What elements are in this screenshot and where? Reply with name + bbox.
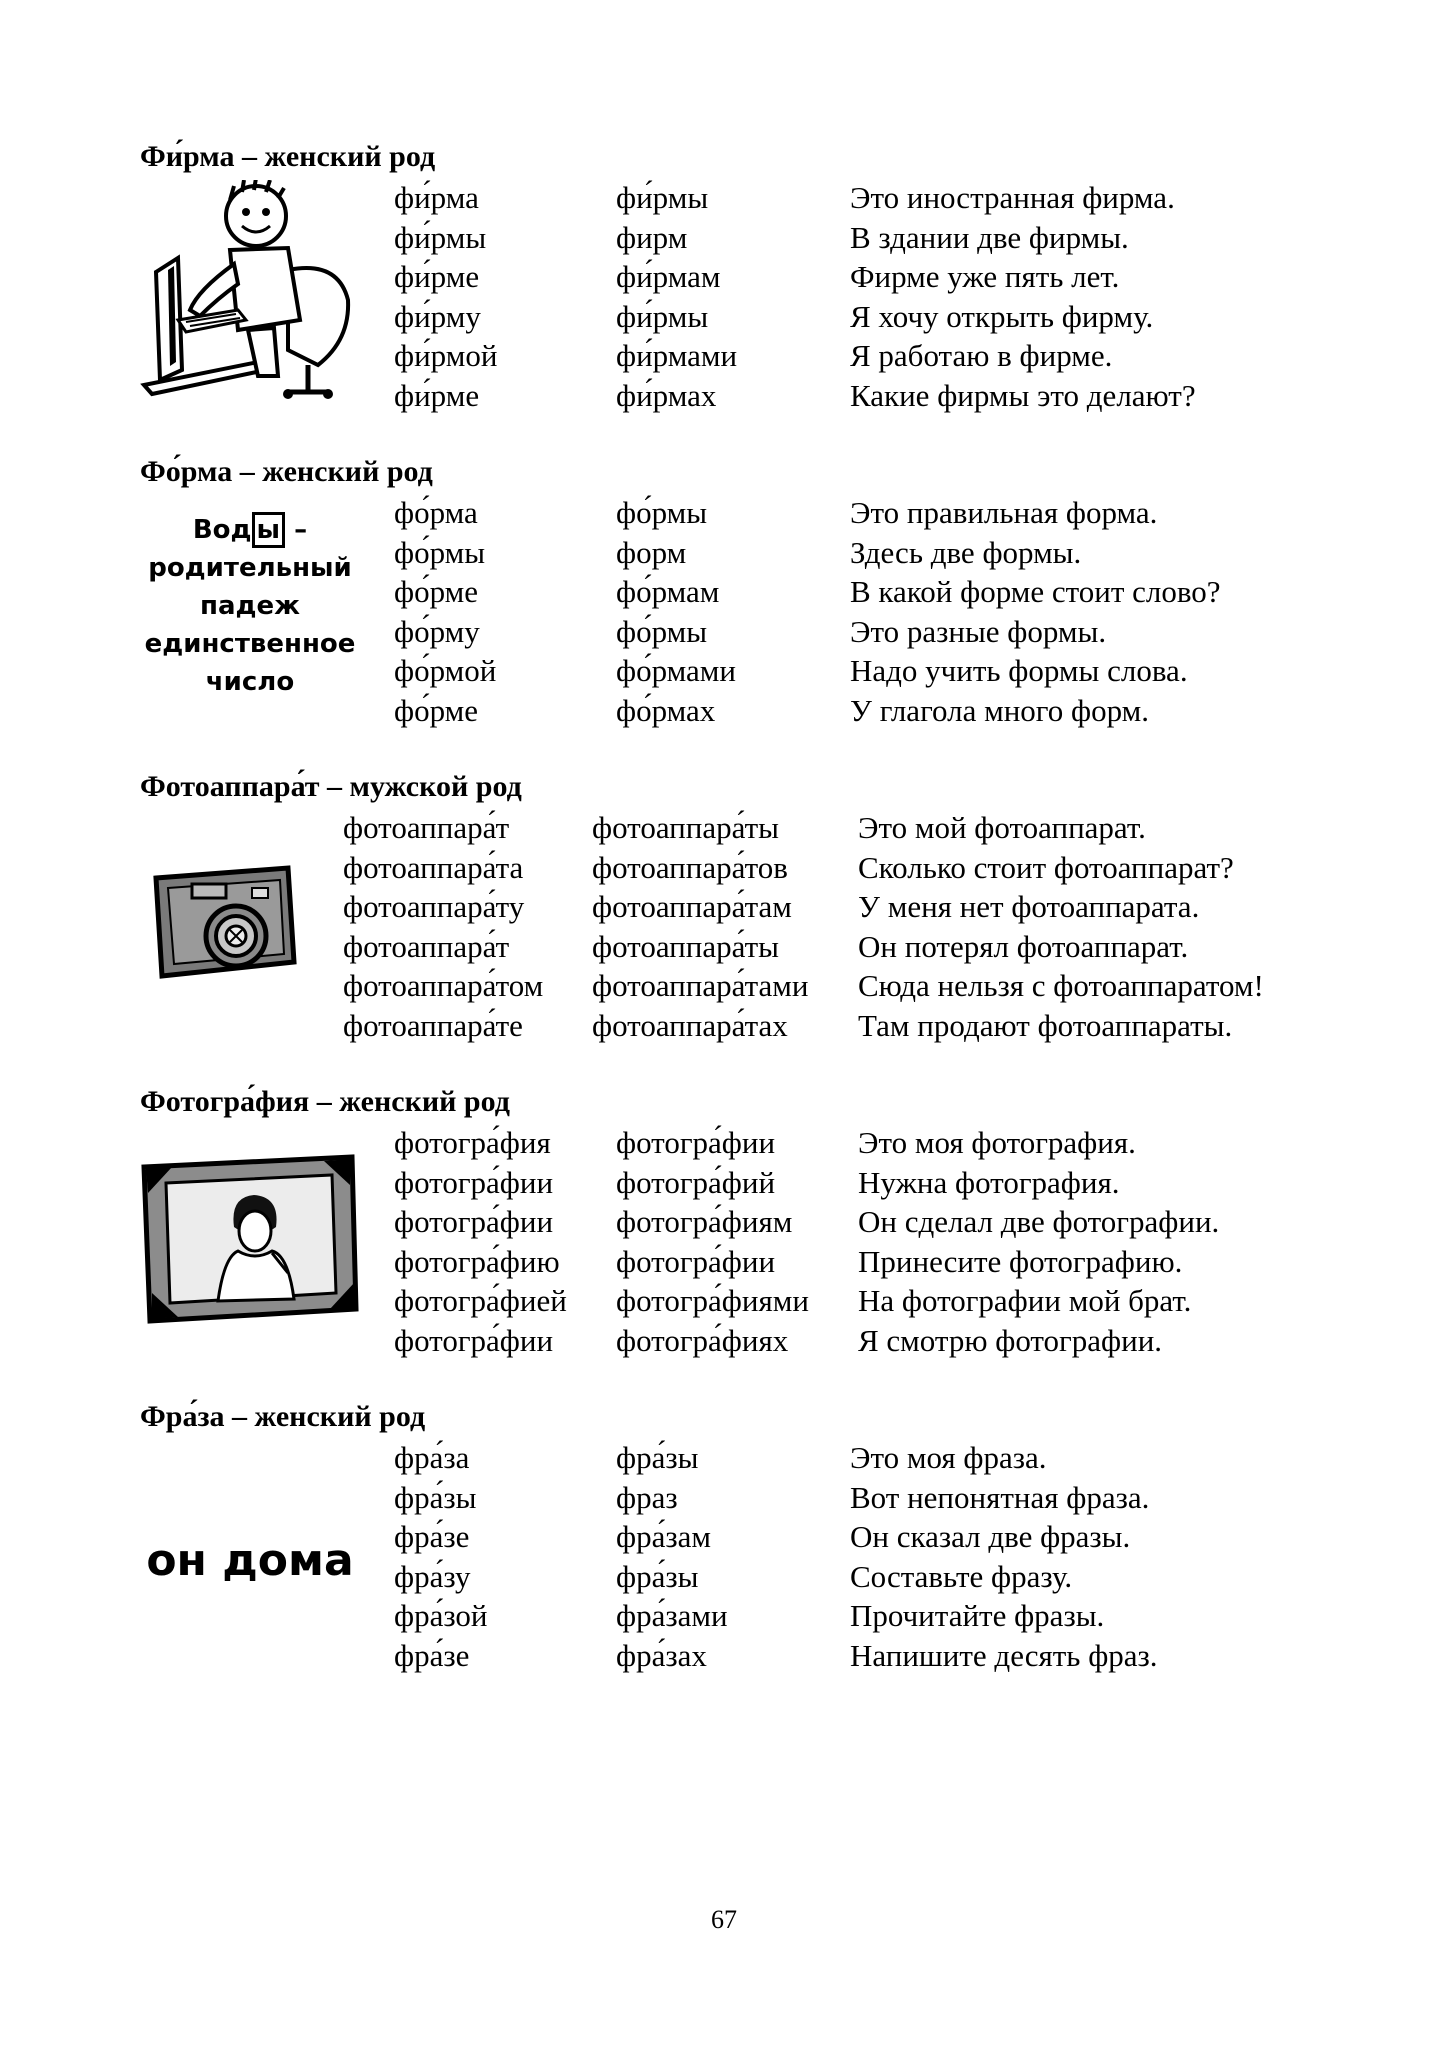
example-sentence: Это правильная форма. — [850, 495, 1158, 530]
singular-form: фотоаппара́т — [343, 928, 510, 964]
singular-form: фра́за — [394, 1440, 470, 1475]
label-line: падеж — [199, 591, 300, 621]
example-sentence: Какие фирмы это делают? — [850, 377, 1196, 413]
example-sentence: Составьте фразу. — [850, 1558, 1073, 1594]
plural-form: фо́рмах — [616, 692, 716, 728]
example-sentence: Это моя фраза. — [850, 1440, 1047, 1475]
singular-form: фи́рме — [394, 377, 480, 413]
plural-form: фра́зы — [616, 1558, 699, 1594]
plural-form: фотогра́фиями — [616, 1283, 809, 1318]
plural-form: форм — [616, 534, 687, 570]
plural-form: фи́рмах — [616, 377, 717, 413]
singular-form: фо́рма — [394, 495, 478, 530]
plural-form: фотогра́фиям — [616, 1204, 793, 1239]
plural-form: фотоаппара́ты — [592, 810, 779, 845]
plural-form: фотоаппара́тах — [592, 1007, 788, 1043]
label-line: родительный — [148, 553, 352, 583]
singular-form: фра́зу — [394, 1558, 471, 1594]
singular-form: фотоаппара́ту — [343, 889, 525, 924]
example-sentence: У меня нет фотоаппарата. — [858, 889, 1200, 924]
example-sentence: Напишите десять фраз. — [850, 1637, 1158, 1673]
example-sentence: Это мой фотоаппарат. — [858, 810, 1146, 845]
section-title: Фра́за – женский род — [140, 1400, 426, 1433]
plural-form: фотоаппара́там — [592, 889, 792, 924]
singular-form: фотоаппара́том — [343, 968, 544, 1003]
singular-form: фра́зе — [394, 1519, 470, 1554]
example-sentence: Это моя фотография. — [858, 1125, 1136, 1160]
plural-form: фи́рмы — [616, 298, 709, 334]
singular-form: фи́рмой — [394, 338, 498, 373]
plural-form: фотоаппара́ты — [592, 928, 779, 964]
singular-form: фи́рме — [394, 259, 480, 294]
plural-form: фотогра́фий — [616, 1164, 776, 1200]
singular-form: фотогра́фия — [394, 1125, 551, 1160]
singular-form: фотогра́фией — [394, 1283, 567, 1318]
section-title: Фи́рма – женский род — [140, 140, 436, 173]
plural-form: фотоаппара́тов — [592, 849, 788, 885]
example-sentence: У глагола много форм. — [850, 692, 1149, 728]
example-sentence: На фотографии мой брат. — [858, 1283, 1192, 1318]
plural-form: фра́зами — [616, 1598, 728, 1633]
plural-form: фи́рмами — [616, 338, 738, 373]
section-title: Фотоаппара́т – мужской род — [140, 770, 522, 803]
singular-form: фотоаппара́т — [343, 810, 510, 845]
singular-form: фотогра́фии — [394, 1164, 554, 1200]
singular-form: фо́рме — [394, 574, 478, 609]
plural-form: фирм — [616, 219, 688, 255]
plural-form: фра́зах — [616, 1637, 707, 1673]
singular-form: фра́зе — [394, 1637, 470, 1673]
singular-form: фо́рмы — [394, 534, 486, 570]
phrase-label: он дома — [146, 1535, 354, 1586]
singular-form: фотогра́фии — [394, 1322, 554, 1358]
section-title: Фо́рма – женский род — [140, 455, 433, 488]
example-sentence: Я хочу открыть фирму. — [850, 298, 1154, 334]
singular-form: фотогра́фию — [394, 1243, 560, 1279]
label-line: единственное — [144, 629, 356, 659]
plural-form: фотогра́фиях — [616, 1322, 789, 1358]
plural-form: фи́рмы — [616, 180, 709, 215]
example-sentence: Я смотрю фотографии. — [858, 1322, 1163, 1358]
singular-form: фотогра́фии — [394, 1204, 554, 1239]
plural-form: фотоаппара́тами — [592, 968, 809, 1003]
singular-form: фи́рмы — [394, 219, 487, 255]
plural-form: фраз — [616, 1479, 678, 1515]
singular-form: фра́зой — [394, 1598, 488, 1633]
camera-illustration — [148, 862, 298, 982]
plural-form: фотогра́фии — [616, 1125, 776, 1160]
singular-form: фи́рма — [394, 180, 479, 215]
person-at-computer-illustration — [138, 180, 358, 400]
example-sentence: Он сделал две фотографии. — [858, 1204, 1220, 1239]
example-sentence: Он потерял фотоаппарат. — [858, 928, 1189, 964]
example-sentence: В какой форме стоит слово? — [850, 574, 1221, 609]
page-number: 67 — [711, 1905, 737, 1934]
singular-form: фи́рму — [394, 298, 481, 334]
section-title: Фотогра́фия – женский род — [140, 1085, 510, 1118]
example-sentence: Нужна фотография. — [858, 1164, 1120, 1200]
example-sentence: Я работаю в фирме. — [850, 338, 1113, 373]
example-sentence: Сюда нельзя с фотоаппаратом! — [858, 968, 1264, 1003]
plural-form: фотогра́фии — [616, 1243, 776, 1279]
example-sentence: Прочитайте фразы. — [850, 1598, 1105, 1633]
plural-form: фра́зам — [616, 1519, 711, 1554]
example-sentence: Принесите фотографию. — [858, 1243, 1183, 1279]
singular-form: фотоаппара́та — [343, 849, 524, 885]
example-sentence: Вот непонятная фраза. — [850, 1479, 1150, 1515]
plural-form: фи́рмам — [616, 259, 721, 294]
singular-form: фо́рме — [394, 692, 478, 728]
plural-form: фо́рмам — [616, 574, 720, 609]
example-sentence: Это иностранная фирма. — [850, 180, 1175, 215]
singular-form: фо́рмой — [394, 653, 497, 688]
photograph-illustration — [138, 1153, 360, 1325]
plural-form: фо́рмы — [616, 495, 708, 530]
grammar-form-label — [135, 511, 365, 701]
plural-form: фо́рмами — [616, 653, 736, 688]
singular-form: фра́зы — [394, 1479, 477, 1515]
singular-form: фотоаппара́те — [343, 1007, 523, 1043]
example-sentence: Там продают фотоаппараты. — [858, 1007, 1233, 1043]
example-sentence: Сколько стоит фотоаппарат? — [858, 849, 1234, 885]
plural-form: фра́зы — [616, 1440, 699, 1475]
plural-form: фо́рмы — [616, 613, 708, 649]
example-sentence: Он сказал две фразы. — [850, 1519, 1131, 1554]
example-sentence: Здесь две формы. — [850, 534, 1082, 570]
example-sentence: В здании две фирмы. — [850, 219, 1129, 255]
grammar-example-word: Вод ы – — [135, 511, 365, 549]
example-sentence: Фирме уже пять лет. — [850, 259, 1120, 294]
singular-form: фо́рму — [394, 613, 480, 649]
highlighted-ending: ы — [252, 512, 286, 548]
example-sentence: Это разные формы. — [850, 613, 1107, 649]
label-line: число — [205, 667, 295, 697]
example-sentence: Надо учить формы слова. — [850, 653, 1188, 688]
